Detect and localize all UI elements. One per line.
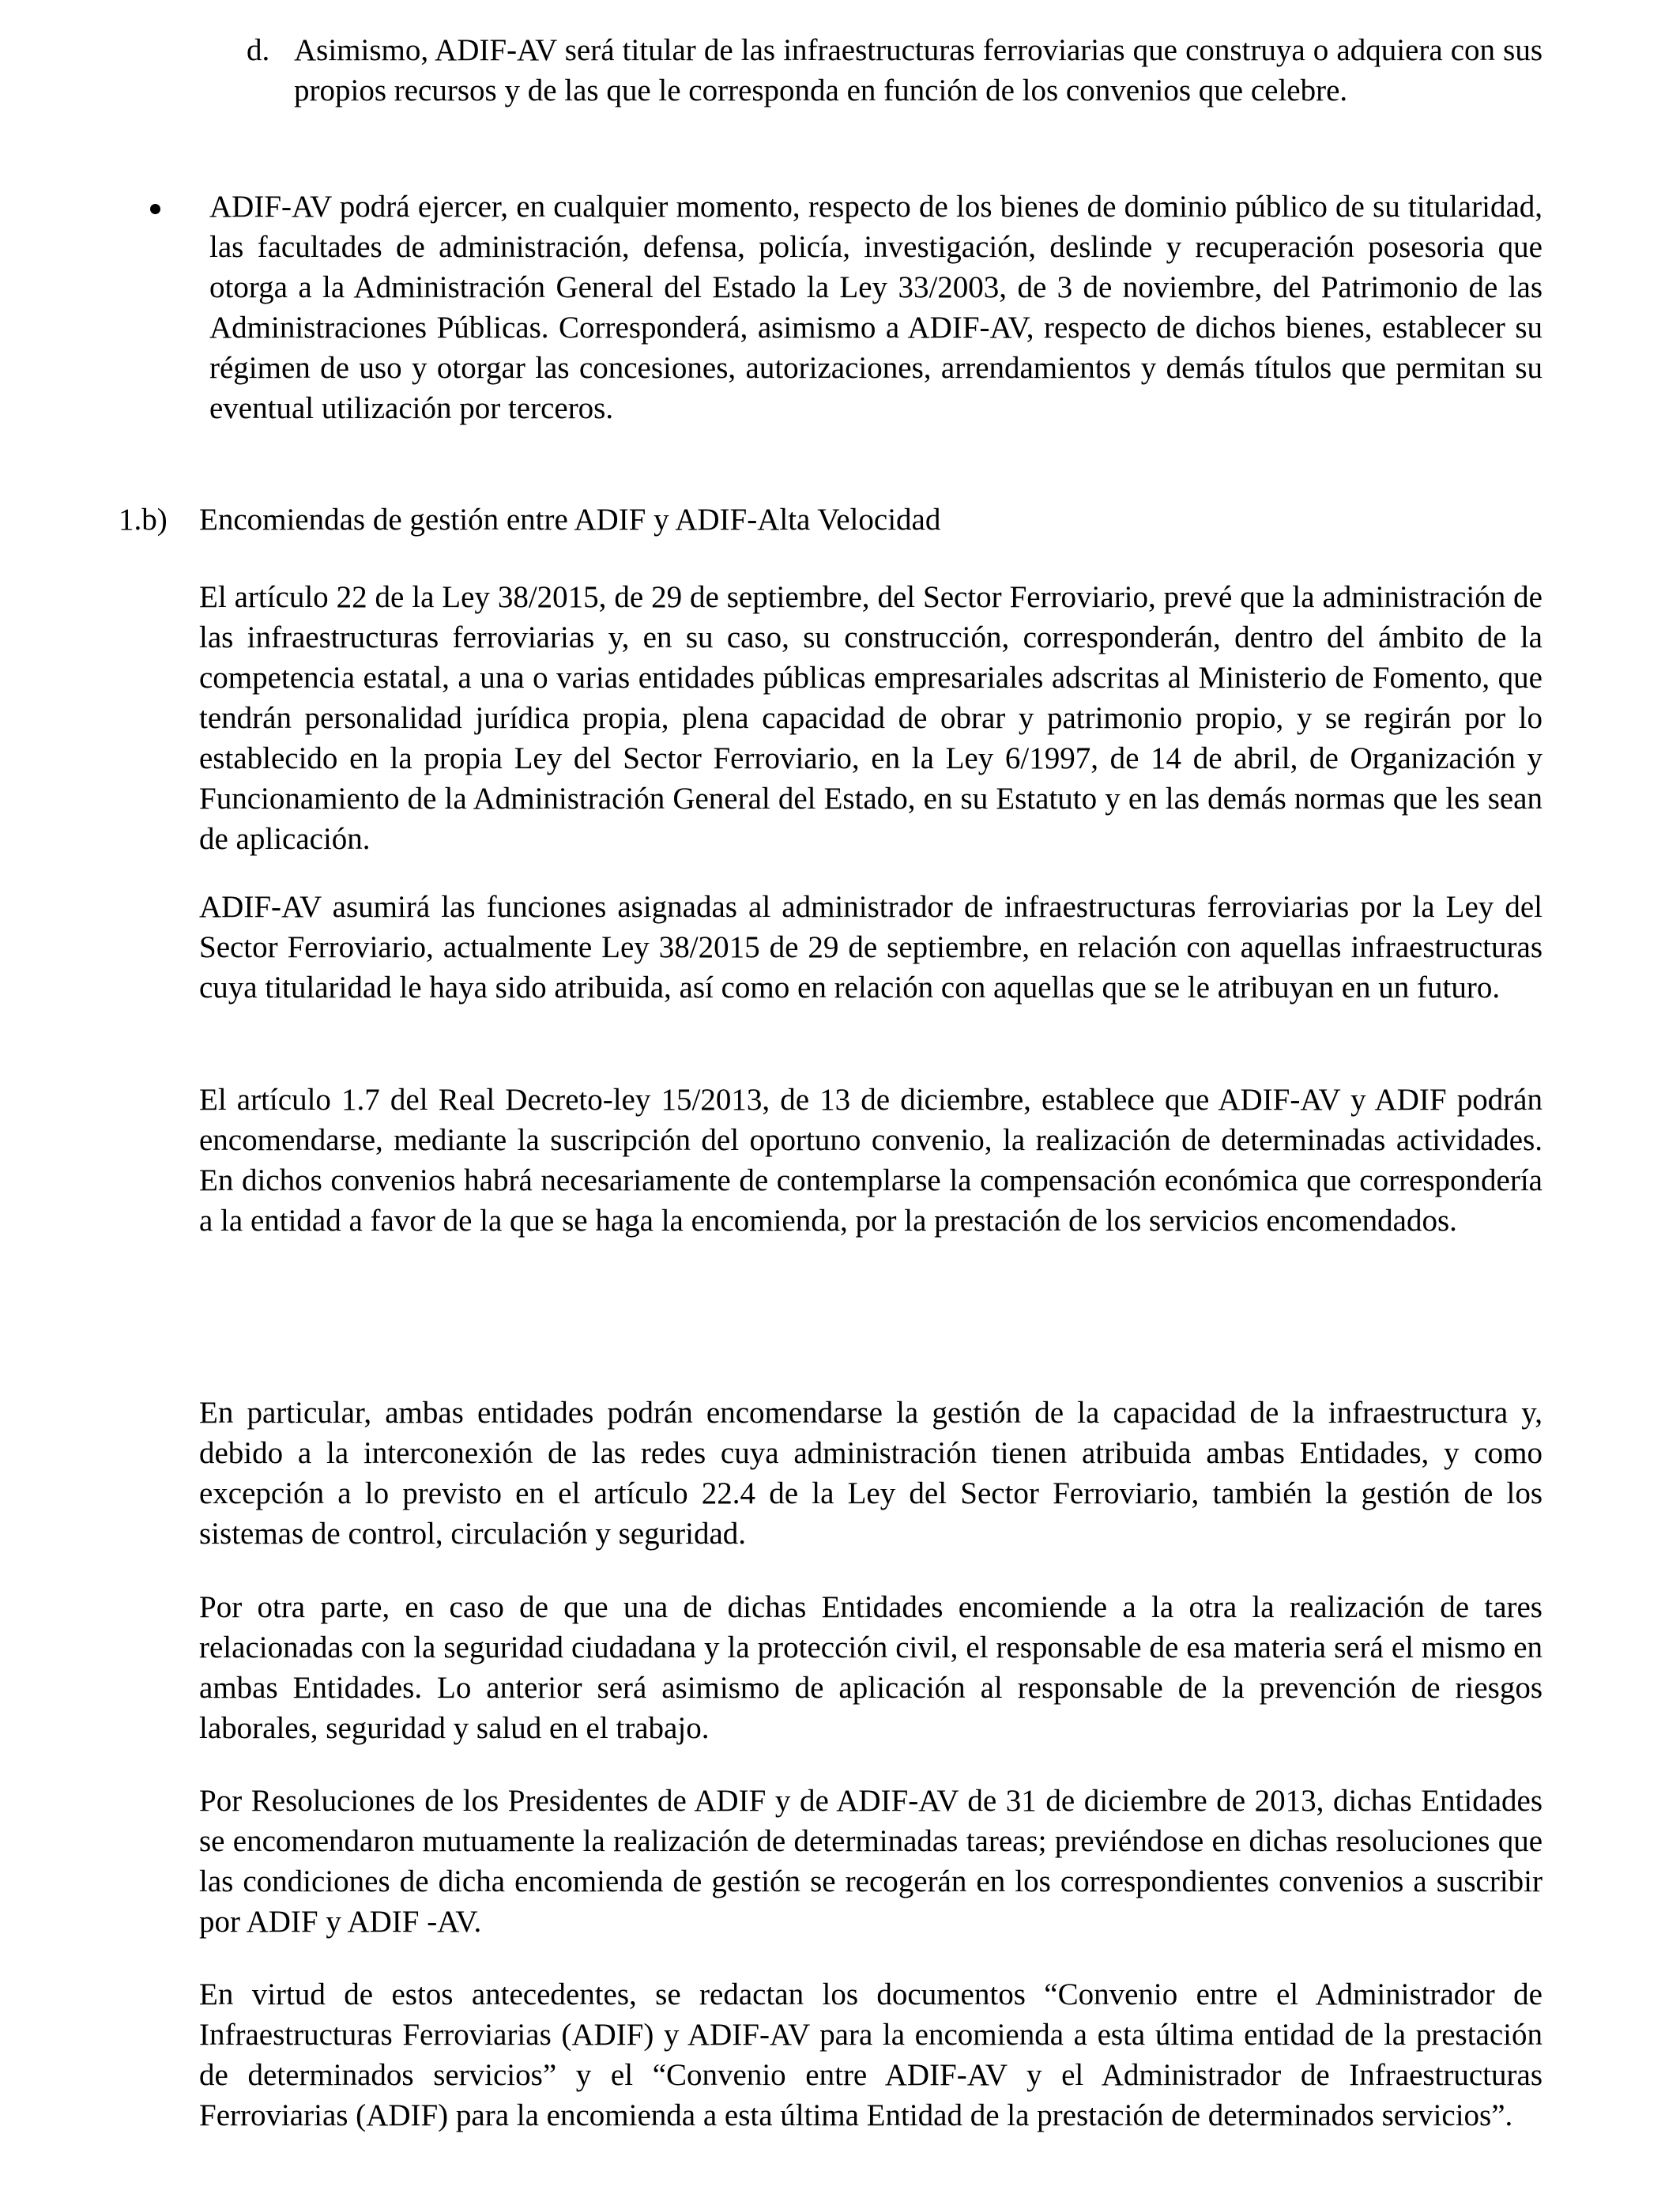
paragraph-funciones-adif-av: ADIF-AV asumirá las funciones asignadas al administrador de infraestructuras ferroviarias por la Ley del Sector Ferroviario, actualmente Ley 38/2015 de 29 de septiembre, en relación con aquellas infraestructuras cuya titularidad le haya sido atribuida, así como en relación con aquellas que se le atribuyan en un futuro. <box>199 890 1543 1005</box>
paragraph-ley-38-2015: El artículo 22 de la Ley 38/2015, de 29 de septiembre, del Sector Ferroviario, prevé que la administración de las infraestructuras ferroviarias y, en su caso, su construcción, corresponderán, dentro del ámbito de la competencia estatal, a una o varias entidades públicas empresariales adscritas al Ministerio de Fomento, que tendrán personalidad jurídica propia, plena capacidad de obrar y patrimonio propio, y se regirán por lo establecido en la propia Ley del Sector Ferroviario, en la Ley 6/1997, de 14 de abril, de Organización y Funcionamiento de la Administración General del Estado, en su Estatuto y en las demás normas que les sean de aplicación. <box>199 580 1543 856</box>
bullet-icon <box>150 204 160 214</box>
list-marker-d: d. <box>247 33 270 67</box>
paragraph-resoluciones: Por Resoluciones de los Presidentes de ADIF y de ADIF-AV de 31 de diciembre de 2013, dichas Entidades se encomendaron mutuamente la realización de determinadas tareas; previéndose en dichas resoluciones que las condiciones de dicha encomienda de gestión se recogerán en los correspondientes convenios a suscribir por ADIF y ADIF -AV. <box>199 1784 1543 1939</box>
section-number: 1.b) <box>119 503 168 537</box>
list-item-d-text: Asimismo, ADIF-AV será titular de las infraestructuras ferroviarias que construya o adquiera con sus propios recursos y de las que le corresponda en función de los convenios que celebre. <box>294 33 1543 107</box>
bullet-item-text: ADIF-AV podrá ejercer, en cualquier momento, respecto de los bienes de dominio público de su titularidad, las facultades de administración, defensa, policía, investigación, deslinde y recuperación posesoria que otorga a la Administración General del Estado la Ley 33/2003, de 3 de noviembre, del Patrimonio de las Administraciones Públicas. Corresponderá, asimismo a ADIF-AV, respecto de dichos bienes, establecer su régimen de uso y otorgar las concesiones, autorizaciones, arrendamientos y demás títulos que permitan su eventual utilización por terceros. <box>209 190 1543 425</box>
paragraph-en-virtud: En virtud de estos antecedentes, se redactan los documentos “Convenio entre el Administrador de Infraestructuras Ferroviarias (ADIF) y ADIF-AV para la encomienda a esta última entidad de la prestación de determinados servicios” y el “Convenio entre ADIF-AV y el Administrador de Infraestructuras Ferroviarias (ADIF) para la encomienda a esta última Entidad de la prestación de determinados servicios”. <box>199 1977 1543 2132</box>
paragraph-en-particular: En particular, ambas entidades podrán encomendarse la gestión de la capacidad de la infraestructura y, debido a la interconexión de las redes cuya administración tienen atribuida ambas Entidades, y como excepción a lo previsto en el artículo 22.4 de la Ley del Sector Ferroviario, también la gestión de los sistemas de control, circulación y seguridad. <box>199 1396 1543 1551</box>
paragraph-por-otra-parte: Por otra parte, en caso de que una de dichas Entidades encomiende a la otra la realización de tares relacionadas con la seguridad ciudadana y la protección civil, el responsable de esa materia será el mismo en ambas Entidades. Lo anterior será asimismo de aplicación al responsable de la prevención de riesgos laborales, seguridad y salud en el trabajo. <box>199 1590 1543 1745</box>
paragraph-real-decreto-ley: El artículo 1.7 del Real Decreto-ley 15/2013, de 13 de diciembre, establece que ADIF-AV y ADIF podrán encomendarse, mediante la suscripción del oportuno convenio, la realización de determinadas actividades. En dichos convenios habrá necesariamente de contemplarse la compensación económica que correspondería a la entidad a favor de la que se haga la encomienda, por la prestación de los servicios encomendados. <box>199 1083 1543 1238</box>
section-heading: Encomiendas de gestión entre ADIF y ADIF-Alta Velocidad <box>199 503 941 537</box>
